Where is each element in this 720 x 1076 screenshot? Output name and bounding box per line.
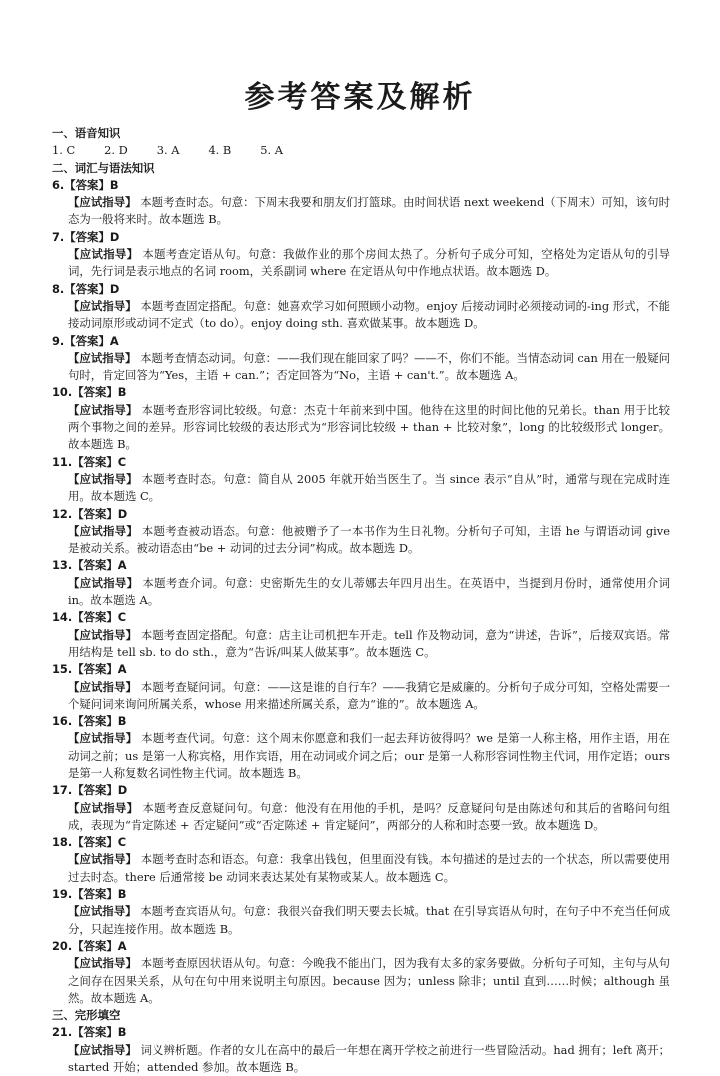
explanation (52, 679, 670, 714)
explanation (52, 298, 670, 333)
explanation-label: 【应试指导】 (68, 471, 138, 486)
question-number: 20. (52, 938, 73, 953)
answer-key: 【答案】A (72, 558, 127, 573)
answer-item (52, 229, 670, 281)
answer-item (52, 834, 670, 886)
answer-content (52, 125, 670, 1076)
explanation-text: 本题考查反意疑问句。句意：他没有在用他的手机，是吗？反意疑问句是由陈述句和其后的省略问句组成，表现为“肯定陈述 + 否定疑问”或“否定陈述 + 肯定疑问”，两部分的人称和时态要一致。故本题选 D。 (68, 800, 670, 832)
explanation-label: 【应试指导】 (68, 195, 137, 210)
explanation-text: 本题考查疑问词。句意：——这是谁的自行车？——我猜它是威廉的。分析句子成分可知，空格处需要一个疑问词来询问所属关系，whose 用来描述所属关系，意为“谁的”。故本题选 A。 (68, 679, 670, 711)
answer-key-line (52, 281, 670, 298)
answer-key-line (52, 229, 670, 246)
answer-key: 【答案】A (64, 333, 119, 348)
explanation (52, 194, 670, 229)
answer-key: 【答案】C (72, 835, 127, 850)
explanation-text: 本题考查时态。句意：下周末我要和朋友们打篮球。由时间状语 next weekend（下周末）可知，该句时态为一般将来时。故本题选 B。 (68, 195, 670, 227)
section-heading-cloze: 三、完形填空 (52, 1008, 121, 1023)
explanation-label: 【应试指导】 (68, 523, 138, 538)
answer-key: 【答案】A (72, 938, 127, 953)
answer-item (52, 938, 670, 1007)
explanation (52, 851, 670, 886)
answer-key: 【答案】B (72, 385, 127, 400)
question-number: 15. (52, 662, 73, 677)
explanation-label: 【应试指导】 (68, 575, 139, 590)
answer-key-line (52, 454, 670, 471)
answer-item (52, 661, 670, 713)
explanation-label: 【应试指导】 (68, 956, 138, 971)
answer-key: 【答案】D (72, 506, 128, 521)
answer-list-vocab (52, 177, 670, 1007)
answer-key-line (52, 782, 670, 799)
answer-key-line (52, 506, 670, 523)
explanation (52, 523, 670, 558)
answer-key-line (52, 661, 670, 678)
question-number: 9. (52, 333, 65, 348)
explanation-label: 【应试指导】 (68, 800, 139, 815)
explanation (52, 903, 670, 938)
answer-key-line (52, 713, 670, 730)
answer-key: 【答案】D (64, 229, 120, 244)
explanation-label: 【应试指导】 (68, 904, 137, 919)
explanation-label: 【应试指导】 (68, 402, 138, 417)
answer-item (52, 177, 670, 229)
question-number: 21. (52, 1025, 73, 1040)
explanation-text: 本题考查形容词比较级。句意：杰克十年前来到中国。他待在这里的时间比他的兄弟长。than 用于比较两个事物之间的差异。形容词比较级的表达形式为“形容词比较级 + than + 比较对象”，long 的比较级形式 longer。故本题选 B。 (68, 402, 670, 452)
question-number: 11. (52, 454, 73, 469)
answer-key: 【答案】C (72, 610, 127, 625)
answer-item (52, 281, 670, 333)
mcq-answers-line: 1. C 2. D 3. A 4. B 5. A (52, 143, 283, 158)
explanation-text: 本题考查固定搭配。句意：店主让司机把车开走。tell 作及物动词，意为“讲述，告诉”，后接双宾语。常用结构是 tell sb. to do sth.，意为“告诉/叫某人做某事”。故本题选 C。 (68, 627, 670, 659)
explanation-text: 本题考查原因状语从句。句意：今晚我不能出门，因为我有太多的家务要做。分析句子可知，主句与从句之间存在因果关系，从句在句中用来说明主句原因。because 因为；unless 除非；until 直到……时候；although 虽然。故本题选 A。 (68, 956, 670, 1005)
explanation-text: 本题考查固定搭配。句意：她喜欢学习如何照顾小动物。enjoy 后接动词时必须接动词的-ing 形式，不能接动词原形或动词不定式（to do）。enjoy doing sth. 喜欢做某事。故本题选 D。 (68, 298, 670, 331)
answer-key-line (52, 557, 670, 574)
question-number: 8. (52, 281, 65, 296)
explanation-text: 本题考查时态和语态。句意：我拿出钱包，但里面没有钱。本句描述的是过去的一个状态，所以需要使用过去时态。there 后通常接 be 动词来表达某处有某物或某人。故本题选 C。 (68, 852, 670, 884)
explanation-text: 本题考查介词。句意：史密斯先生的女儿蒂娜去年四月出生。在英语中，当提到月份时，通常使用介词 in。故本题选 A。 (68, 575, 670, 608)
answer-key-line (52, 177, 670, 194)
answer-key-line (52, 834, 670, 851)
answer-key: 【答案】D (64, 281, 120, 296)
answer-item (52, 713, 670, 782)
explanation-label: 【应试指导】 (68, 1042, 137, 1057)
explanation-text: 本题考查情态动词。句意：——我们现在能回家了吗？——不，你们不能。当情态动词 can 用在一般疑问句时，肯定回答为“Yes，主语 + can.”；否定回答为“No，主语 + can't.”。故本题选 A。 (68, 350, 670, 383)
question-number: 18. (52, 835, 73, 850)
explanation (52, 575, 670, 610)
answer-item (52, 333, 670, 385)
answer-key: 【答案】B (72, 887, 127, 902)
explanation-text: 本题考查定语从句。句意：我做作业的那个房间太热了。分析句子成分可知，空格处为定语从句的引导词，先行词是表示地点的名词 room，关系副词 where 在定语从句中作地点状语。故本题选 D。 (68, 247, 670, 279)
explanation-text: 本题考查被动语态。句意：他被赠予了一本书作为生日礼物。分析句子可知，主语 he 与谓语动词 give 是被动关系。被动语态由“be + 动词的过去分词”构成。故本题选 D。 (68, 523, 670, 556)
answer-key: 【答案】B (72, 1025, 127, 1040)
explanation (52, 730, 670, 782)
explanation (52, 1042, 670, 1076)
answer-item (52, 1024, 670, 1076)
explanation-text: 本题考查时态。句意：简自从 2005 年就开始当医生了。当 since 表示“自从”时，通常与现在完成时连用。故本题选 C。 (68, 471, 670, 504)
answer-key-line (52, 938, 670, 955)
answer-key: 【答案】A (72, 662, 127, 677)
answer-key-line (52, 886, 670, 903)
explanation (52, 246, 670, 281)
question-number: 10. (52, 385, 73, 400)
answer-item (52, 506, 670, 558)
section-heading-vocab-grammar: 二、词汇与语法知识 (52, 160, 155, 175)
question-number: 16. (52, 714, 73, 729)
question-number: 6. (52, 177, 65, 192)
answer-key: 【答案】B (72, 714, 127, 729)
question-number: 7. (52, 229, 65, 244)
answer-key-line (52, 333, 670, 350)
explanation-label: 【应试指导】 (68, 852, 138, 867)
explanation-label: 【应试指导】 (68, 627, 138, 642)
explanation (52, 627, 670, 662)
explanation-text: 词义辨析题。作者的女儿在高中的最后一年想在离开学校之前进行一些冒险活动。had 拥有；left 离开；started 开始；attended 参加。故本题选 B。 (68, 1042, 670, 1075)
explanation-label: 【应试指导】 (68, 247, 139, 262)
answer-item (52, 609, 670, 661)
question-number: 13. (52, 558, 73, 573)
explanation (52, 350, 670, 385)
answer-item (52, 384, 670, 453)
answer-item (52, 557, 670, 609)
explanation-text: 本题考查代词。句意：这个周末你愿意和我们一起去拜访彼得吗？we 是第一人称主格，用作主语，用在动词之前；us 是第一人称宾格，用作宾语，用在动词或介词之后；our 是第一人称形容词性物主代词，用作定语；ours 是第一人称复数名词性物主代词。故本题选 B。 (68, 731, 670, 780)
answer-item (52, 886, 670, 938)
answer-item (52, 454, 670, 506)
page-title: 参考答案及解析 (244, 80, 476, 115)
question-number: 19. (52, 887, 73, 902)
answer-key-line (52, 1024, 670, 1041)
explanation-label: 【应试指导】 (68, 731, 138, 746)
answer-item (52, 782, 670, 834)
explanation (52, 471, 670, 506)
question-number: 12. (52, 506, 73, 521)
explanation (52, 402, 670, 454)
explanation (52, 955, 670, 1007)
answer-key-line (52, 384, 670, 401)
answer-key-line (52, 609, 670, 626)
section-heading-phonetics: 一、语音知识 (52, 126, 121, 140)
question-number: 17. (52, 783, 73, 798)
answer-key: 【答案】D (72, 783, 128, 798)
answer-key: 【答案】B (64, 177, 119, 192)
question-number: 14. (52, 610, 73, 625)
explanation-label: 【应试指导】 (68, 298, 137, 313)
answer-list-cloze (52, 1024, 670, 1076)
explanation (52, 800, 670, 835)
explanation-label: 【应试指导】 (68, 679, 138, 694)
explanation-text: 本题考查宾语从句。句意：我很兴奋我们明天要去长城。that 在引导宾语从句时，在句子中不充当任何成分，只起连接作用。故本题选 B。 (68, 904, 670, 936)
answer-key: 【答案】C (72, 454, 127, 469)
explanation-label: 【应试指导】 (68, 350, 137, 365)
